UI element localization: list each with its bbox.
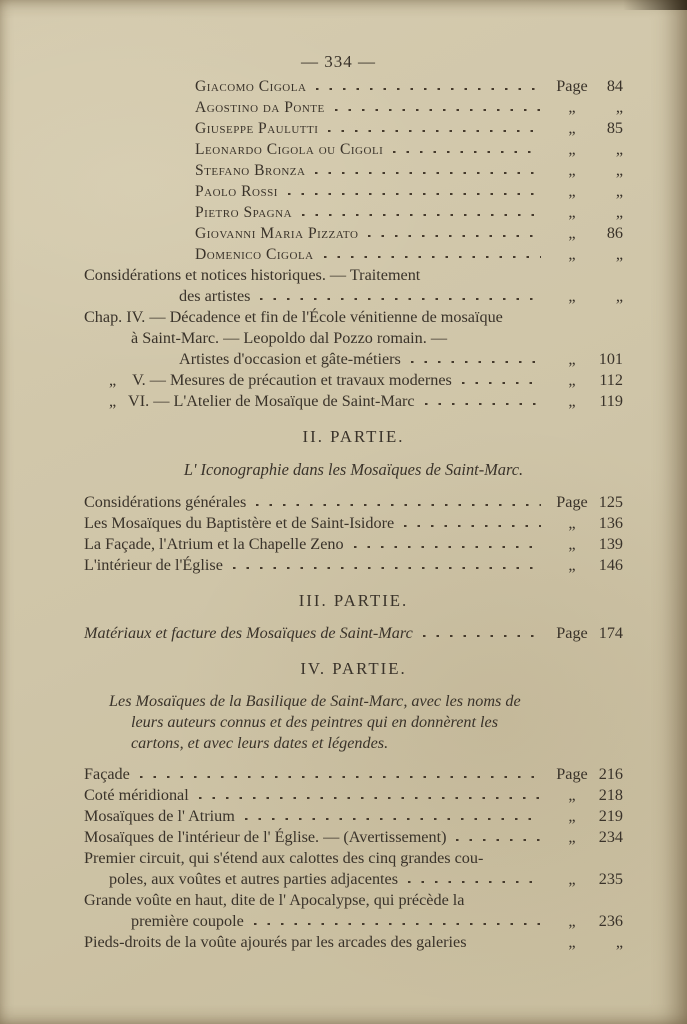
page-num-value: 125: [598, 493, 623, 511]
toc-entry-label: Domenico Cigola: [195, 246, 314, 263]
page-num-value: 146: [598, 556, 623, 574]
toc-entry-row: [84, 555, 623, 576]
toc-entry-row: [84, 492, 623, 513]
dot-leader: [460, 373, 543, 385]
toc-entry-label: Giuseppe Paulutti: [195, 120, 319, 137]
toc-entry-label: Leonardo Cigola ou Cigoli: [195, 141, 384, 158]
page-word: „: [568, 245, 576, 263]
toc-entry-label: Matériaux et facture des Mosaïques de Saint-Marc: [84, 624, 413, 642]
toc-entry-label: Considérations générales: [84, 493, 247, 511]
toc-entry-label: Agostino da Ponte: [195, 99, 325, 116]
dot-leader: [406, 872, 543, 884]
toc-entry-line: Premier circuit, qui s'étend aux calottes des cinq grandes cou-: [84, 849, 484, 867]
toc-entry-row: [84, 869, 623, 890]
toc-entry-row: [84, 911, 623, 932]
page-num-value: 85: [606, 119, 623, 137]
toc-entry: [84, 244, 623, 265]
dot-leader: [391, 142, 543, 154]
toc-entry-label: Paolo Rossi: [195, 183, 278, 200]
description-line: cartons, et avec leurs dates et légendes.: [131, 734, 389, 752]
toc-entry-row: [84, 139, 623, 160]
toc-entry: [84, 492, 623, 513]
page-word: „: [568, 224, 576, 242]
toc-entry: [84, 890, 623, 932]
toc-entry: [84, 265, 623, 307]
part-heading: III. PARTIE.: [298, 591, 409, 610]
page-num-value: „: [615, 287, 623, 305]
toc-entry-label: Mosaïques de l'intérieur de l' Église. — (Avertissement): [84, 828, 447, 846]
toc-entry-label: Giovanni Maria Pizzato: [195, 225, 359, 242]
toc-entry-row: [84, 349, 623, 370]
toc-entry-row: [84, 370, 623, 391]
page-num-value: 235: [598, 870, 623, 888]
page-number: — 334 —: [301, 52, 376, 71]
page-word: Page: [556, 493, 588, 511]
toc-entry-row: [84, 118, 623, 139]
toc-entry-row: [84, 181, 623, 202]
page-num-value: 84: [606, 77, 623, 95]
page-word: „: [568, 828, 576, 846]
page-num-value: 139: [598, 535, 623, 553]
toc-entry: [84, 307, 623, 370]
page-num-value: 112: [599, 371, 623, 389]
toc-entry: [84, 181, 623, 202]
page-word: „: [568, 98, 576, 116]
toc-entry-label: La Façade, l'Atrium et la Chapelle Zeno: [84, 535, 344, 553]
toc-entry-label: première coupole: [131, 912, 244, 930]
page-num-value: 219: [598, 807, 623, 825]
toc-entry-label: Pieds-droits de la voûte ajourés par les arcades des galeries: [84, 933, 467, 951]
toc-entry-row: [84, 160, 623, 181]
dot-leader: [197, 788, 543, 800]
page-num-value: „: [615, 245, 623, 263]
page-num-value: 218: [598, 786, 623, 804]
page-word: „: [568, 287, 576, 305]
dot-leader: [421, 626, 543, 638]
part-heading: II. PARTIE.: [302, 427, 405, 446]
toc-entry-row: [84, 513, 623, 534]
toc-entry-label: L'intérieur de l'Église: [84, 556, 223, 574]
toc-entry-row: [84, 623, 623, 644]
page-num-value: „: [615, 182, 623, 200]
page-num-value: 86: [606, 224, 623, 242]
toc-entry: [84, 764, 623, 785]
page-word: Page: [556, 765, 588, 783]
toc-entry-label: Façade: [84, 765, 130, 783]
dot-leader: [326, 121, 543, 133]
dot-leader: [423, 394, 543, 406]
toc-entry-row: [84, 932, 623, 953]
dot-leader: [252, 914, 543, 926]
toc-entry-line: Grande voûte en haut, dite de l' Apocalypse, qui précède la: [84, 891, 465, 909]
page-num-value: 216: [598, 765, 623, 783]
toc-entry-label: Les Mosaïques du Baptistère et de Saint-Isidore: [84, 514, 395, 532]
page-num-value: 136: [598, 514, 623, 532]
page-num-value: „: [615, 161, 623, 179]
toc-entry: [84, 370, 623, 391]
toc-entry-label: poles, aux voûtes et autres parties adjacentes: [109, 870, 399, 888]
dot-leader: [231, 558, 543, 570]
toc-entry: [84, 932, 623, 953]
toc-entry-row: [84, 97, 623, 118]
dot-leader: [258, 289, 543, 301]
dot-leader: [138, 767, 543, 779]
page-num-value: 119: [599, 392, 623, 410]
part-heading: IV. PARTIE.: [300, 659, 407, 678]
page-word: Page: [556, 624, 588, 642]
toc-entry: [84, 97, 623, 118]
part-subtitle: L' Iconographie dans les Mosaïques de Saint-Marc.: [183, 460, 524, 479]
toc-entry-label: des artistes: [179, 287, 251, 305]
dot-leader: [300, 205, 543, 217]
toc-entry: [84, 202, 623, 223]
dot-leader: [322, 247, 543, 259]
page-num-value: 174: [598, 624, 623, 642]
toc-entry-label: Mosaïques de l' Atrium: [84, 807, 235, 825]
toc-entry: [84, 139, 623, 160]
toc-entry-label: Pietro Spagna: [195, 204, 293, 221]
page-word: „: [568, 556, 576, 574]
dot-leader: [366, 226, 543, 238]
toc-entry-line: Considérations et notices historiques. — Traitement: [84, 266, 421, 284]
toc-entry: [84, 118, 623, 139]
dot-leader: [313, 163, 543, 175]
page-num-value: „: [615, 203, 623, 221]
toc-entry-row: [84, 76, 623, 97]
toc-entry-label: Coté méridional: [84, 786, 189, 804]
page-word: „: [568, 161, 576, 179]
page-word: „: [568, 119, 576, 137]
toc-entry: [84, 623, 623, 644]
toc-entry: [84, 785, 623, 806]
toc-entry-row: [84, 827, 623, 848]
dot-leader: [409, 352, 543, 364]
toc-entry-label: Giacomo Cigola: [195, 78, 307, 95]
dot-leader: [402, 516, 543, 528]
toc-entry-row: [84, 202, 623, 223]
page-num-value: 236: [598, 912, 623, 930]
dot-leader: [243, 809, 543, 821]
toc-entry-row: [84, 534, 623, 555]
table-of-contents: [84, 76, 623, 953]
description-line: Les Mosaïques de la Basilique de Saint-Marc, avec les noms de: [109, 692, 521, 710]
toc-entry-row: [84, 223, 623, 244]
toc-entry-label: „ V. — Mesures de précaution et travaux modernes: [109, 371, 452, 389]
page-word: „: [568, 514, 576, 532]
toc-entry-row: [84, 286, 623, 307]
page-word: „: [568, 392, 576, 410]
dot-leader: [352, 537, 543, 549]
page-word: „: [568, 203, 576, 221]
page-num-value: 234: [598, 828, 623, 846]
toc-entry: [84, 534, 623, 555]
page-word: „: [568, 870, 576, 888]
toc-entry: [84, 555, 623, 576]
dot-leader: [475, 935, 543, 947]
page-num-value: „: [615, 98, 623, 116]
toc-entry: [84, 827, 623, 848]
description-line: leurs auteurs connus et des peintres qui en donnèrent les: [131, 713, 499, 731]
dot-leader: [454, 830, 543, 842]
dot-leader: [333, 100, 543, 112]
toc-entry: [84, 848, 623, 890]
page-word: „: [568, 912, 576, 930]
page-num-value: 101: [598, 350, 623, 368]
toc-entry-label: Artistes d'occasion et gâte-métiers: [179, 350, 401, 368]
part-description: [84, 691, 623, 754]
dot-leader: [254, 495, 543, 507]
toc-entry-row: [84, 806, 623, 827]
toc-entry-label: „ VI. — L'Atelier de Mosaïque de Saint-Marc: [109, 392, 415, 410]
toc-entry-row: [84, 785, 623, 806]
toc-entry-row: [84, 764, 623, 785]
toc-entry-line: Chap. IV. — Décadence et fin de l'École vénitienne de mosaïque: [84, 308, 503, 326]
page-word: „: [568, 535, 576, 553]
page-edge-shadow: [623, 0, 687, 10]
toc-entry: [84, 76, 623, 97]
toc-entry: [84, 513, 623, 534]
page-word: „: [568, 786, 576, 804]
page-word: „: [568, 371, 576, 389]
toc-entry-row: [84, 391, 623, 412]
toc-entry-line: à Saint-Marc. — Leopoldo dal Pozzo romain. —: [131, 329, 448, 347]
page-num-value: „: [615, 933, 623, 951]
toc-entry: [84, 806, 623, 827]
page-word: „: [568, 140, 576, 158]
dot-leader: [314, 79, 543, 91]
toc-entry: [84, 160, 623, 181]
page-word: „: [568, 933, 576, 951]
dot-leader: [286, 184, 543, 196]
page-word: „: [568, 807, 576, 825]
toc-entry-label: Stefano Bronza: [195, 162, 306, 179]
page-word: „: [568, 350, 576, 368]
toc-entry-row: [84, 244, 623, 265]
page-word: „: [568, 182, 576, 200]
toc-entry: [84, 223, 623, 244]
toc-entry: [84, 391, 623, 412]
page-num-value: „: [615, 140, 623, 158]
page-word: Page: [556, 77, 588, 95]
